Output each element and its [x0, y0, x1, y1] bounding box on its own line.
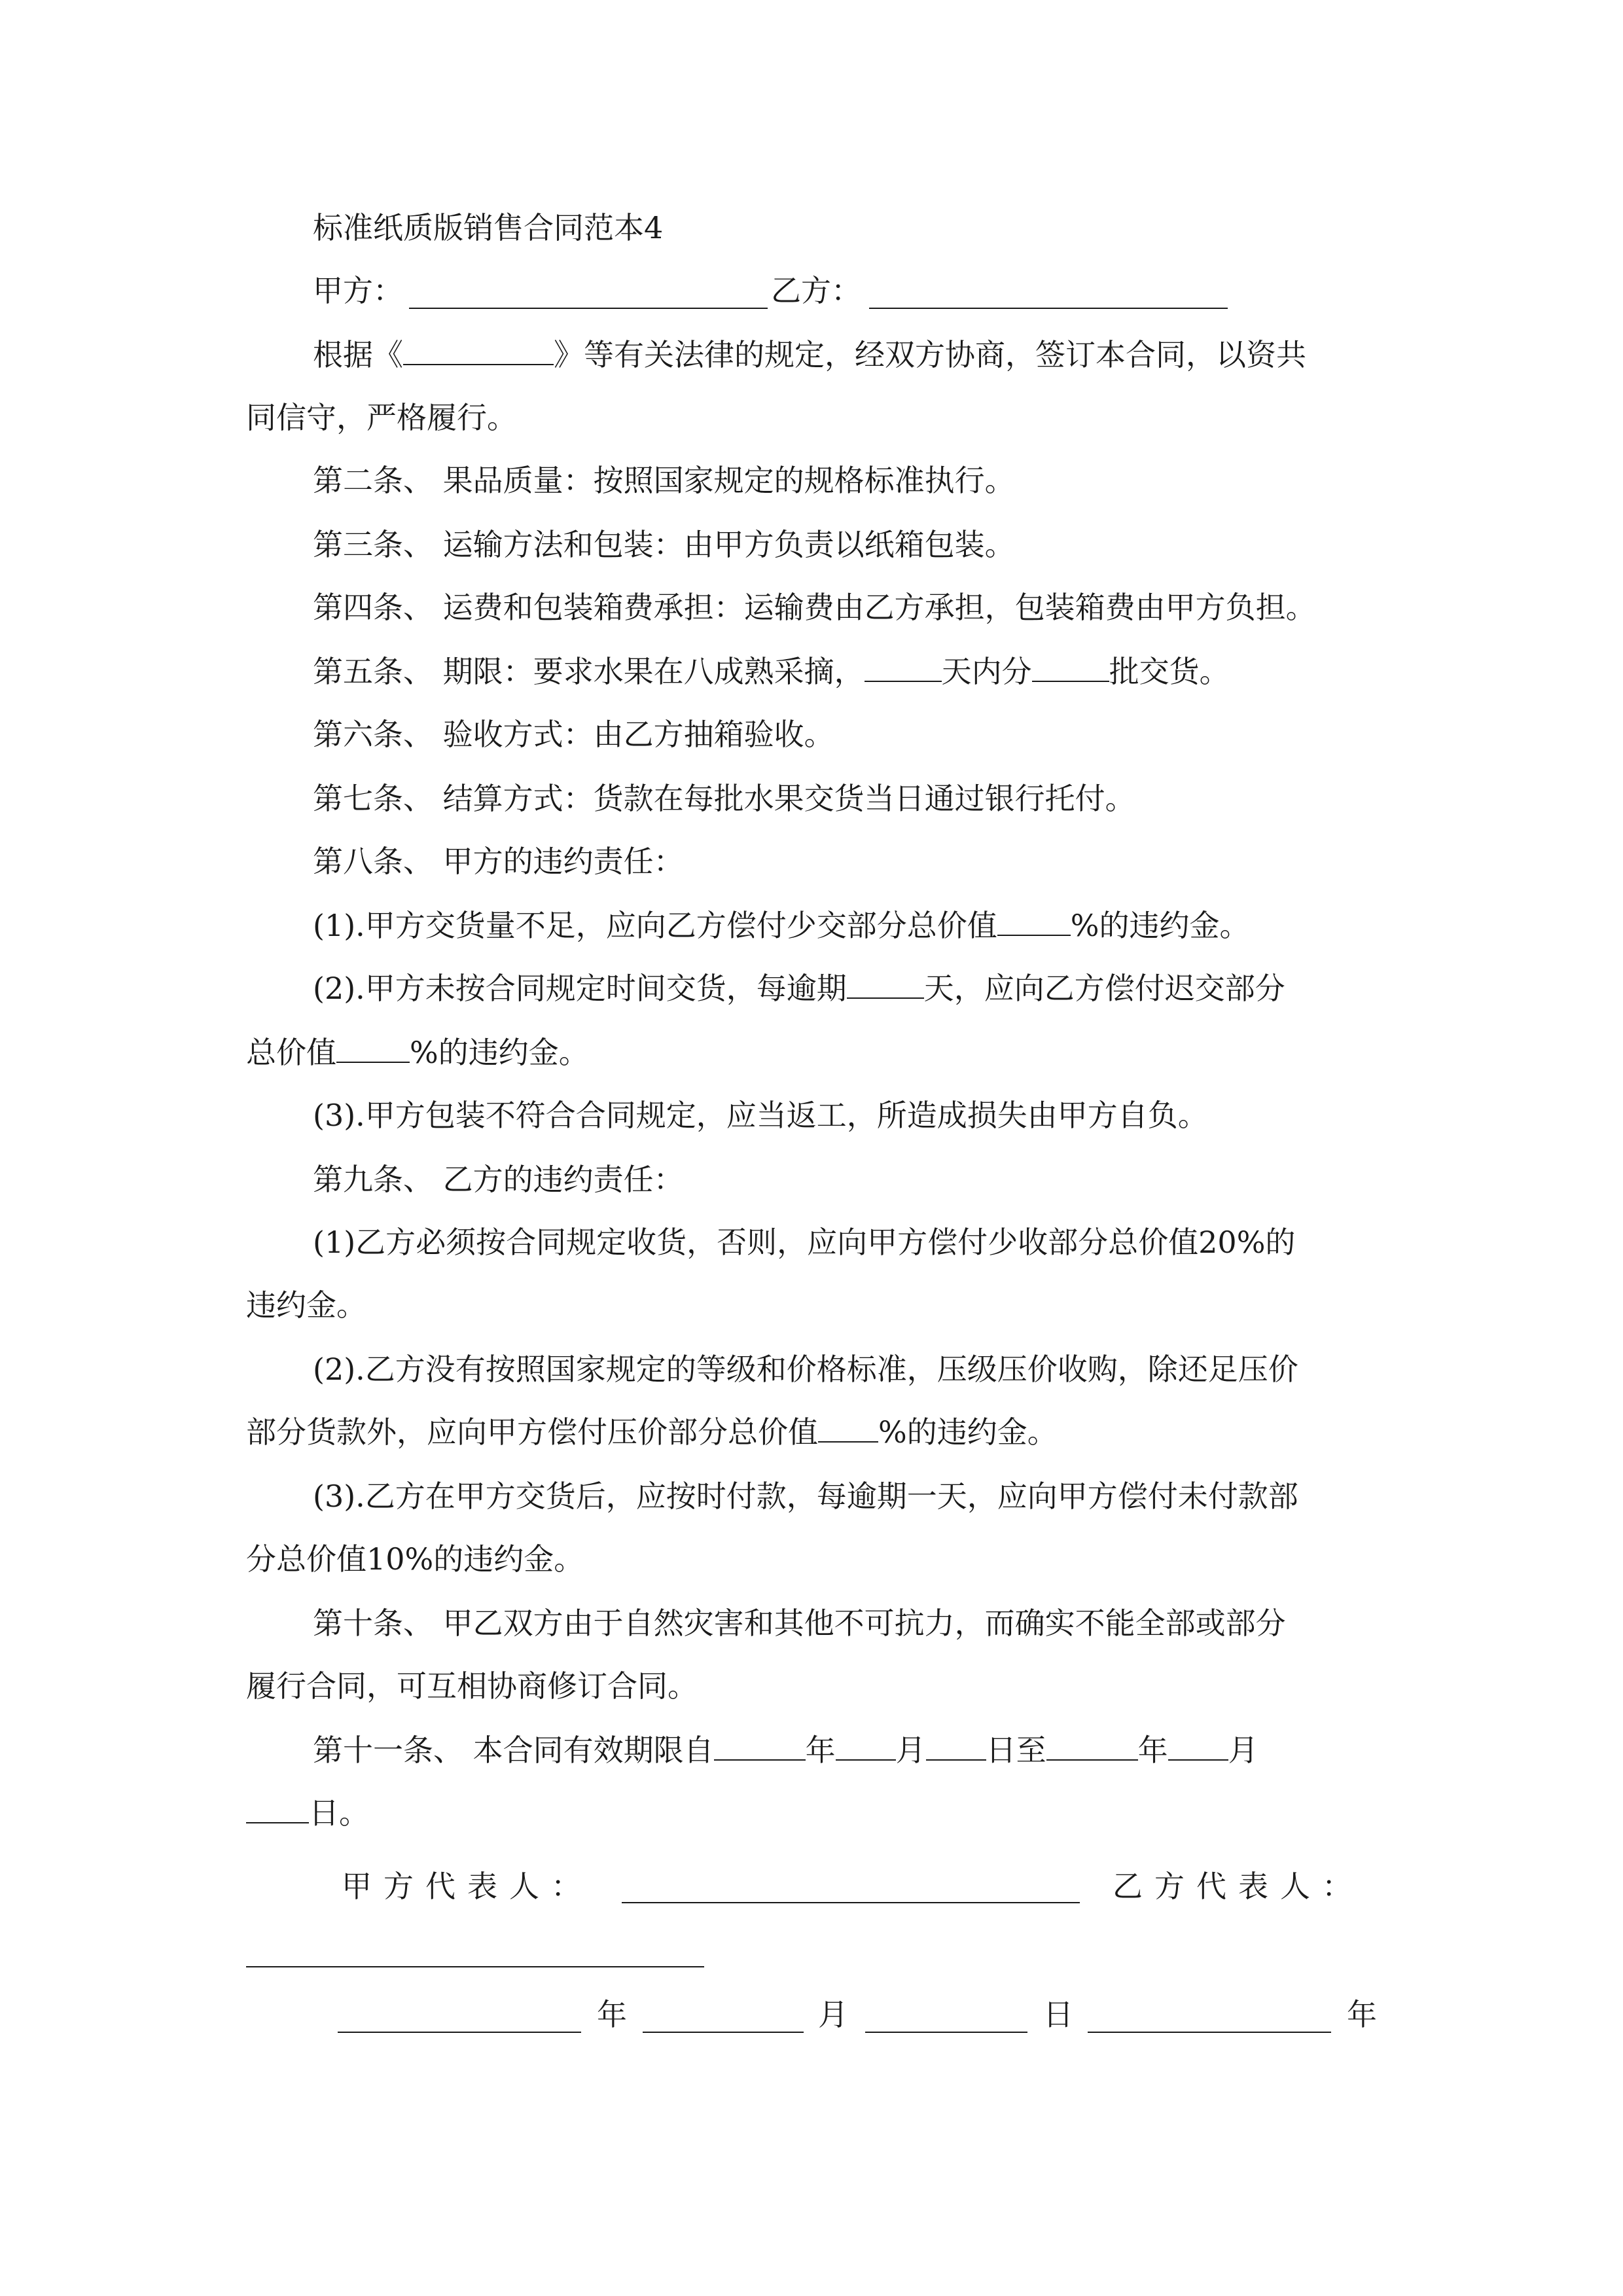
article-9-item-2-line-1: (2).乙方没有按照国家规定的等级和价格标准，压级压价收购，除还足压价 — [313, 1352, 1298, 1387]
rep-a-label: 甲方代表人： — [342, 1869, 593, 1904]
start-month-blank[interactable] — [836, 1731, 896, 1761]
page-title: 标准纸质版销售合同范本4 — [313, 210, 664, 245]
sign-year-blank[interactable] — [338, 2032, 581, 2033]
sign-year-label: 年 — [597, 1997, 627, 2032]
article-8-item-2-text-c: 总价值 — [246, 1035, 336, 1070]
article-7: 第七条、 结算方式：货款在每批水果交货当日通过银行托付。 — [313, 781, 1135, 816]
article-9-item-2-text-c: %的违约金。 — [878, 1414, 1058, 1450]
end-day-blank[interactable] — [246, 1793, 309, 1823]
article-5-text-c: 批交货。 — [1109, 654, 1230, 689]
article-5-text-a: 第五条、 期限：要求水果在八成熟采摘， — [313, 654, 865, 689]
article-6: 第六条、 验收方式：由乙方抽箱验收。 — [313, 717, 834, 752]
article-8-item-3: (3).甲方包装不符合合同规定，应当返工，所造成损失由甲方自负。 — [313, 1098, 1208, 1133]
sign-year2-label: 年 — [1347, 1997, 1377, 2032]
sign-day-label: 日 — [1043, 1997, 1073, 2032]
article-4: 第四条、 运费和包装箱费承担：运输费由乙方承担，包装箱费由甲方负担。 — [313, 590, 1316, 625]
party-b-blank[interactable] — [869, 308, 1228, 309]
article-8-item-1-text-a: (1).甲方交货量不足，应向乙方偿付少交部分总价值 — [313, 908, 997, 943]
law-name-blank[interactable] — [403, 335, 554, 365]
party-b-label: 乙方： — [771, 273, 861, 308]
start-day-blank[interactable] — [926, 1731, 986, 1761]
rep-b-signature-line[interactable] — [246, 1966, 704, 1967]
party-a-label: 甲方： — [313, 273, 403, 308]
sign-year2-blank[interactable] — [1088, 2032, 1331, 2033]
intro-line-1 — [313, 335, 1306, 374]
article-8-item-1-text-b: %的违约金。 — [1070, 908, 1250, 943]
article-10-line-2: 履行合同，可互相协商修订合同。 — [246, 1668, 698, 1704]
end-year-label: 年 — [1137, 1732, 1168, 1768]
article-9-item-1-line-1: (1)乙方必须按合同规定收货，否则，应向甲方偿付少收部分总价值20%的 — [313, 1225, 1296, 1260]
article-9-item-2-line-2 — [246, 1412, 1058, 1452]
article-5-text-b: 天内分 — [941, 654, 1032, 689]
start-year-label: 年 — [805, 1732, 836, 1768]
article-8-item-2-line-2 — [246, 1033, 589, 1072]
article-5 — [313, 652, 1230, 691]
start-year-blank[interactable] — [714, 1731, 806, 1761]
article-9-item-3-line-1: (3).乙方在甲方交货后，应按时付款，每逾期一天，应向甲方偿付未付款部 — [313, 1479, 1298, 1514]
article-8-item-2-line-1 — [313, 969, 1285, 1008]
article-9: 第九条、 乙方的违约责任： — [313, 1162, 684, 1197]
intro-text-a: 根据《 — [313, 337, 403, 372]
article-11-line-1 — [313, 1731, 1258, 1770]
end-day-label: 日。 — [309, 1795, 369, 1831]
article-8-item-2-text-d: %的违约金。 — [410, 1035, 589, 1070]
article-11-line-2 — [246, 1793, 369, 1833]
shortfall-percent-blank[interactable] — [997, 906, 1071, 936]
days-blank[interactable] — [865, 652, 942, 682]
start-day-label: 日至 — [986, 1732, 1046, 1768]
sign-day-blank[interactable] — [865, 2032, 1027, 2033]
article-3: 第三条、 运输方法和包装：由甲方负责以纸箱包装。 — [313, 527, 1015, 562]
end-month-blank[interactable] — [1168, 1731, 1228, 1761]
article-9-item-3-line-2: 分总价值10%的违约金。 — [246, 1541, 584, 1577]
rep-b-label: 乙方代表人： — [1113, 1869, 1364, 1904]
article-11-text: 第十一条、 本合同有效期限自 — [313, 1732, 714, 1768]
rep-a-signature-line[interactable] — [622, 1902, 1080, 1903]
article-8-item-2-text-b: 天，应向乙方偿付迟交部分 — [923, 971, 1285, 1006]
article-9-item-1-line-2: 违约金。 — [246, 1287, 366, 1323]
article-8: 第八条、 甲方的违约责任： — [313, 844, 684, 879]
late-percent-blank[interactable] — [336, 1033, 410, 1063]
start-month-label: 月 — [895, 1732, 926, 1768]
article-2: 第二条、 果品质量：按照国家规定的规格标准执行。 — [313, 463, 1015, 498]
sign-month-blank[interactable] — [643, 2032, 804, 2033]
article-8-item-2-text-a: (2).甲方未按合同规定时间交货，每逾期 — [313, 971, 847, 1006]
intro-line-2: 同信守，严格履行。 — [246, 400, 517, 435]
article-8-item-1 — [313, 906, 1250, 945]
batches-blank[interactable] — [1032, 652, 1109, 682]
end-month-label: 月 — [1228, 1732, 1258, 1768]
price-cut-percent-blank[interactable] — [818, 1412, 878, 1443]
article-10-line-1: 第十条、 甲乙双方由于自然灾害和其他不可抗力，而确实不能全部或部分 — [313, 1605, 1286, 1641]
party-a-blank[interactable] — [409, 308, 768, 309]
sign-month-label: 月 — [818, 1997, 848, 2032]
article-9-item-2-text-b: 部分货款外，应向甲方偿付压价部分总价值 — [246, 1414, 818, 1450]
end-year-blank[interactable] — [1046, 1731, 1138, 1761]
intro-text-b: 》等有关法律的规定，经双方协商，签订本合同，以资共 — [554, 337, 1306, 372]
overdue-days-blank[interactable] — [847, 969, 924, 999]
